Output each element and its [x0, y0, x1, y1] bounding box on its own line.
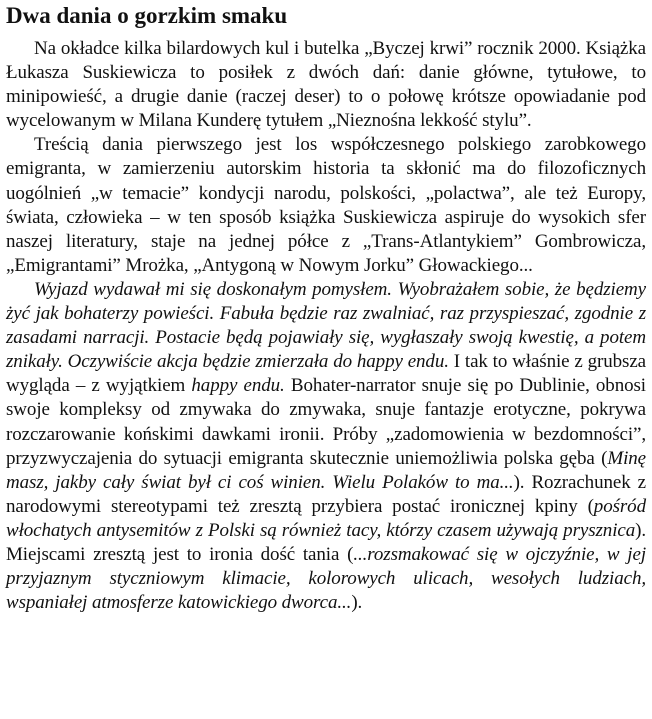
text-run: ). Miejscami zresztą jest to ironia dość tania ( [6, 519, 646, 565]
text-run: ). [351, 592, 363, 614]
paragraph-2 [6, 133, 646, 278]
text-run: Bohater-narrator snuje się po Dublinie, obnosi swoje kompleksy od zmywaka do zmywaka, snuje fantazje erotyczne, pokrywa rozczarowanie końskimi dawkami ironii. Próby „zadomowienia w bezdomności”, przyzwyczajenia do sytuacji emigranta skutecznie uniemożliwia polska gęba ( [6, 375, 646, 469]
text-run: I tak to właśnie z grubsza wygląda – z wyjątkiem [6, 351, 646, 397]
quote-italic: ...rozsmakować się w ojczyźnie, w jej przyjaznym styczniowym klimacie, kolorowych ulicach, wesołych ludziach, wspaniałej atmosferze katowickiego dworca... [6, 543, 646, 614]
quote-italic: pośród włochatych antysemitów z Polski są również tacy, którzy czasem używają prysznica [6, 495, 646, 541]
quote-italic: Minę masz, jakby cały świat był ci coś winien. Wielu Polaków to ma... [6, 447, 646, 493]
text-run: ). Rozrachunek z narodowymi stereotypami też zresztą przybiera postać ironicznej kpiny ( [6, 471, 646, 517]
paragraph-1 [6, 37, 646, 133]
paragraph-3 [6, 278, 646, 615]
article-page [6, 0, 646, 615]
article-title: Dwa dania o gorzkim smaku [6, 3, 288, 28]
text-run: Na okładce kilka bilardowych kul i butelka „Byczej krwi” rocznik 2000. Książka Łukasza Suskiewicza to posiłek z dwóch dań: danie główne, tytułowe, to minipowieść, a drugie danie (raczej deser) to o połowę krótsze opowiadanie pod wycelowanym w Milana Kunderę tytułem „Nieznośna lekkość stylu”. [6, 38, 646, 132]
text-run: Treścią dania pierwszego jest los współczesnego polskiego zarobkowego emigranta, w zamierzeniu autorskim historia ta skłonić ma do filozoficznych uogólnień „w temacie” kondycji narodu, polskości, „polactwa”, ale też Europy, świata, człowieka – w ten sposób książka Suskiewicza aspiruje do wysokich sfer naszej literatury, staje na jednej półce z „Trans-Atlantykiem” Gombrowicza, „Emigrantami” Mrożka, „Antygoną w Nowym Jorku” Głowackiego... [6, 134, 646, 276]
quote-italic: Wyjazd wydawał mi się doskonałym pomysłem. Wyobrażałem sobie, że będziemy żyć jak bohaterzy powieści. Fabuła będzie raz zwalniać, raz przyspieszać, zgodnie z zasadami narracji. Postacie będą pojawiały się, wygłaszały swoją kwestię, a potem znikały. Oczywiście akcja będzie zmierzała do happy endu. [6, 278, 646, 373]
quote-italic: happy endu. [191, 375, 285, 397]
